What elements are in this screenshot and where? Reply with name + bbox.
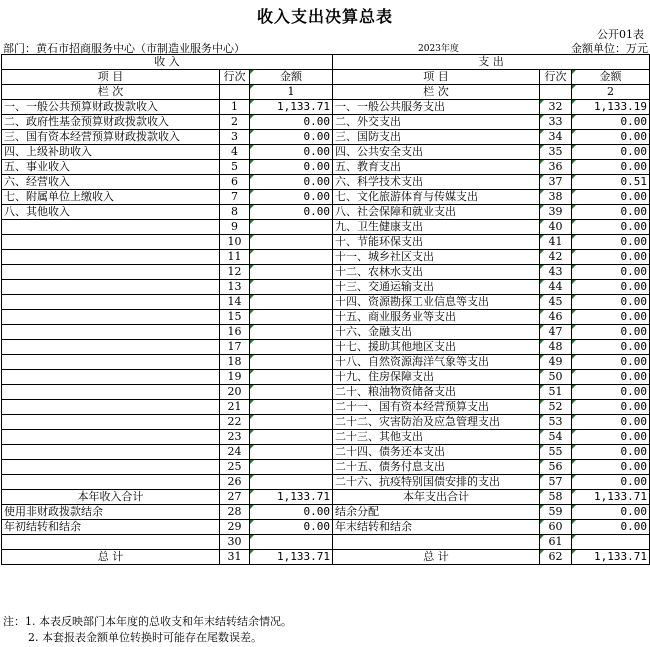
table-row xyxy=(2,535,650,550)
expense-item-cell: 四、公共安全支出 xyxy=(333,145,540,160)
income-row-number: 1 xyxy=(220,100,250,115)
expense-item-cell: 十、节能环保支出 xyxy=(333,235,540,250)
income-amount-cell: 1,133.71 xyxy=(250,550,333,565)
income-item-cell xyxy=(2,235,220,250)
income-amount-cell xyxy=(250,460,333,475)
income-amount-cell xyxy=(250,325,333,340)
expense-amount-cell: 0.00 xyxy=(572,115,650,130)
expense-row-number: 44 xyxy=(540,280,572,295)
expense-row-number: 57 xyxy=(540,475,572,490)
table-row xyxy=(2,445,650,460)
expense-item-cell: 本年支出合计 xyxy=(333,490,540,505)
expense-amount-cell: 0.51 xyxy=(572,175,650,190)
income-row-number: 16 xyxy=(220,325,250,340)
expense-item-cell: 十三、交通运输支出 xyxy=(333,280,540,295)
year-total-row xyxy=(2,490,650,505)
expense-amount-header: 金额 xyxy=(572,70,650,85)
expense-amount-cell: 0.00 xyxy=(572,355,650,370)
income-row-number: 8 xyxy=(220,205,250,220)
income-item-cell: 六、经营收入 xyxy=(2,175,220,190)
income-row-number: 10 xyxy=(220,235,250,250)
expense-row-number: 41 xyxy=(540,235,572,250)
table-row xyxy=(2,235,650,250)
income-item-header: 项 目 xyxy=(2,70,220,85)
expense-amount-cell: 0.00 xyxy=(572,325,650,340)
expense-row-number: 39 xyxy=(540,205,572,220)
income-row-number: 19 xyxy=(220,370,250,385)
expense-item-cell: 二十四、债务还本支出 xyxy=(333,445,540,460)
table-row xyxy=(2,280,650,295)
expense-amount-cell: 0.00 xyxy=(572,400,650,415)
table-row xyxy=(2,160,650,175)
income-amount-cell xyxy=(250,295,333,310)
expense-amount-cell: 0.00 xyxy=(572,370,650,385)
report-title: 收入支出决算总表 xyxy=(256,7,393,26)
table-row xyxy=(2,370,650,385)
table-row xyxy=(2,220,650,235)
income-row-number: 15 xyxy=(220,310,250,325)
income-item-cell: 五、事业收入 xyxy=(2,160,220,175)
expense-row-number: 49 xyxy=(540,355,572,370)
expense-row-number: 35 xyxy=(540,145,572,160)
footnotes xyxy=(3,614,292,646)
income-amount-cell xyxy=(250,250,333,265)
expense-item-cell: 二十、粮油物资储备支出 xyxy=(333,385,540,400)
expense-row-number: 43 xyxy=(540,265,572,280)
expense-row-number: 46 xyxy=(540,310,572,325)
income-amount-cell: 0.00 xyxy=(250,205,333,220)
income-amount-cell: 1,133.71 xyxy=(250,490,333,505)
expense-section-header: 支 出 xyxy=(333,55,650,70)
expense-amount-cell: 0.00 xyxy=(572,295,650,310)
income-item-cell xyxy=(2,250,220,265)
table-row xyxy=(2,130,650,145)
expense-row-number: 33 xyxy=(540,115,572,130)
year-label: 2023年度 xyxy=(418,44,459,54)
income-item-cell xyxy=(2,280,220,295)
income-item-cell xyxy=(2,325,220,340)
income-rowno-blank xyxy=(220,85,250,100)
table-row xyxy=(2,415,650,430)
income-amount-cell: 0.00 xyxy=(250,520,333,535)
expense-item-cell: 二十六、抗疫特别国债安排的支出 xyxy=(333,475,540,490)
expense-amount-cell: 0.00 xyxy=(572,145,650,160)
expense-row-number: 42 xyxy=(540,250,572,265)
income-row-number: 4 xyxy=(220,145,250,160)
table-row xyxy=(2,430,650,445)
report-meta xyxy=(3,40,648,53)
expense-item-cell: 十七、援助其他地区支出 xyxy=(333,340,540,355)
income-item-cell xyxy=(2,370,220,385)
expense-item-cell: 八、社会保障和就业支出 xyxy=(333,205,540,220)
expense-item-cell: 结余分配 xyxy=(333,505,540,520)
expense-item-cell: 十四、资源勘探工业信息等支出 xyxy=(333,295,540,310)
expense-amount-cell: 0.00 xyxy=(572,520,650,535)
income-column-index-label: 栏 次 xyxy=(2,85,220,100)
income-section-header: 收 入 xyxy=(2,55,333,70)
expense-amount-cell: 0.00 xyxy=(572,130,650,145)
expense-row-number: 48 xyxy=(540,340,572,355)
table-row xyxy=(2,310,650,325)
income-row-number: 26 xyxy=(220,475,250,490)
income-item-cell xyxy=(2,220,220,235)
income-item-cell xyxy=(2,310,220,325)
expense-item-cell: 二十一、国有资本经营预算支出 xyxy=(333,400,540,415)
income-row-number: 2 xyxy=(220,115,250,130)
income-row-number: 6 xyxy=(220,175,250,190)
income-row-number: 17 xyxy=(220,340,250,355)
income-item-cell: 年初结转和结余 xyxy=(2,520,220,535)
table-row xyxy=(2,145,650,160)
expense-item-header: 项 目 xyxy=(333,70,540,85)
table-row xyxy=(2,340,650,355)
expense-item-cell: 三、国防支出 xyxy=(333,130,540,145)
expense-row-number: 36 xyxy=(540,160,572,175)
table-row xyxy=(2,250,650,265)
income-item-cell xyxy=(2,400,220,415)
table-row xyxy=(2,385,650,400)
table-row xyxy=(2,505,650,520)
expense-amount-cell: 0.00 xyxy=(572,265,650,280)
income-amount-cell xyxy=(250,535,333,550)
expense-item-cell: 七、文化旅游体育与传媒支出 xyxy=(333,190,540,205)
table-row xyxy=(2,295,650,310)
income-amount-cell xyxy=(250,265,333,280)
expense-row-number: 45 xyxy=(540,295,572,310)
expense-item-cell: 十八、自然资源海洋气象等支出 xyxy=(333,355,540,370)
expense-amount-cell: 0.00 xyxy=(572,280,650,295)
income-row-number: 21 xyxy=(220,400,250,415)
expense-row-number: 54 xyxy=(540,430,572,445)
income-item-cell xyxy=(2,475,220,490)
expense-column-index-label: 栏 次 xyxy=(333,85,540,100)
income-amount-cell xyxy=(250,475,333,490)
income-row-number: 20 xyxy=(220,385,250,400)
expense-amount-cell: 1,133.71 xyxy=(572,490,650,505)
income-amount-cell: 0.00 xyxy=(250,145,333,160)
table-row xyxy=(2,205,650,220)
income-amount-cell xyxy=(250,355,333,370)
expense-row-number: 40 xyxy=(540,220,572,235)
table-row xyxy=(2,400,650,415)
expense-item-cell: 五、教育支出 xyxy=(333,160,540,175)
expense-item-cell: 十六、金融支出 xyxy=(333,325,540,340)
expense-row-number: 37 xyxy=(540,175,572,190)
expense-row-number: 55 xyxy=(540,445,572,460)
expense-row-number: 50 xyxy=(540,370,572,385)
income-amount-cell xyxy=(250,400,333,415)
expense-item-cell: 二十五、债务付息支出 xyxy=(333,460,540,475)
table-row xyxy=(2,190,650,205)
expense-item-cell: 十一、城乡社区支出 xyxy=(333,250,540,265)
expense-col-number: 2 xyxy=(572,85,650,100)
income-amount-cell: 0.00 xyxy=(250,130,333,145)
income-row-number: 28 xyxy=(220,505,250,520)
income-amount-header: 金额 xyxy=(250,70,333,85)
expense-row-number: 47 xyxy=(540,325,572,340)
header-row-index xyxy=(2,85,650,100)
income-row-number: 24 xyxy=(220,445,250,460)
income-item-cell xyxy=(2,430,220,445)
income-amount-cell xyxy=(250,310,333,325)
income-amount-cell xyxy=(250,220,333,235)
income-row-number: 30 xyxy=(220,535,250,550)
expense-rowno-header: 行次 xyxy=(540,70,572,85)
expense-item-cell: 九、卫生健康支出 xyxy=(333,220,540,235)
income-item-cell: 本年收入合计 xyxy=(2,490,220,505)
table-row xyxy=(2,265,650,280)
expense-row-number: 56 xyxy=(540,460,572,475)
expense-amount-cell: 1,133.71 xyxy=(572,550,650,565)
expense-amount-cell: 0.00 xyxy=(572,160,650,175)
expense-amount-cell: 0.00 xyxy=(572,340,650,355)
income-amount-cell: 0.00 xyxy=(250,190,333,205)
income-amount-cell: 0.00 xyxy=(250,115,333,130)
income-amount-cell xyxy=(250,445,333,460)
income-row-number: 11 xyxy=(220,250,250,265)
expense-item-cell: 二十三、其他支出 xyxy=(333,430,540,445)
expense-row-number: 38 xyxy=(540,190,572,205)
expense-amount-cell: 0.00 xyxy=(572,445,650,460)
income-rowno-header: 行次 xyxy=(220,70,250,85)
expense-row-number: 34 xyxy=(540,130,572,145)
expense-amount-cell: 0.00 xyxy=(572,505,650,520)
income-amount-cell xyxy=(250,430,333,445)
department-label: 部门：黄石市招商服务中心（市制造业服务中心） xyxy=(3,42,245,55)
expense-item-cell: 总 计 xyxy=(333,550,540,565)
expense-row-number: 60 xyxy=(540,520,572,535)
income-item-cell: 总 计 xyxy=(2,550,220,565)
income-amount-cell: 0.00 xyxy=(250,175,333,190)
expense-row-number: 51 xyxy=(540,385,572,400)
form-code: 公开01表 xyxy=(597,28,644,41)
income-item-cell xyxy=(2,265,220,280)
note-2: 2. 本套报表金额单位转换时可能存在尾数误差。 xyxy=(28,631,262,644)
income-amount-cell: 0.00 xyxy=(250,505,333,520)
expense-amount-cell: 0.00 xyxy=(572,385,650,400)
income-amount-cell: 0.00 xyxy=(250,160,333,175)
income-row-number: 14 xyxy=(220,295,250,310)
income-item-cell xyxy=(2,385,220,400)
expense-item-cell xyxy=(333,535,540,550)
expense-amount-cell: 0.00 xyxy=(572,250,650,265)
income-item-cell xyxy=(2,295,220,310)
income-row-number: 29 xyxy=(220,520,250,535)
expense-item-cell: 六、科学技术支出 xyxy=(333,175,540,190)
expense-item-cell: 二十二、灾害防治及应急管理支出 xyxy=(333,415,540,430)
income-item-cell: 三、国有资本经营预算财政拨款收入 xyxy=(2,130,220,145)
expense-amount-cell: 0.00 xyxy=(572,475,650,490)
income-row-number: 25 xyxy=(220,460,250,475)
expense-amount-cell: 0.00 xyxy=(572,430,650,445)
header-row-columns xyxy=(2,70,650,85)
table-row xyxy=(2,325,650,340)
income-row-number: 7 xyxy=(220,190,250,205)
expense-item-cell: 年末结转和结余 xyxy=(333,520,540,535)
income-row-number: 18 xyxy=(220,355,250,370)
income-row-number: 27 xyxy=(220,490,250,505)
income-row-number: 23 xyxy=(220,430,250,445)
income-row-number: 3 xyxy=(220,130,250,145)
income-item-cell: 四、上级补助收入 xyxy=(2,145,220,160)
expense-row-number: 61 xyxy=(540,535,572,550)
income-amount-cell xyxy=(250,280,333,295)
expense-row-number: 52 xyxy=(540,400,572,415)
income-amount-cell xyxy=(250,370,333,385)
income-col-number: 1 xyxy=(250,85,333,100)
income-item-cell: 七、附属单位上缴收入 xyxy=(2,190,220,205)
income-item-cell: 使用非财政拨款结余 xyxy=(2,505,220,520)
expense-row-number: 58 xyxy=(540,490,572,505)
expense-amount-cell: 0.00 xyxy=(572,220,650,235)
income-expense-table xyxy=(1,54,650,565)
income-item-cell: 一、一般公共预算财政拨款收入 xyxy=(2,100,220,115)
table-row xyxy=(2,520,650,535)
expense-amount-cell: 0.00 xyxy=(572,190,650,205)
expense-amount-cell: 1,133.19 xyxy=(572,100,650,115)
expense-item-cell: 二、外交支出 xyxy=(333,115,540,130)
header-row-sections xyxy=(2,55,650,70)
expense-row-number: 32 xyxy=(540,100,572,115)
expense-item-cell: 十五、商业服务业等支出 xyxy=(333,310,540,325)
expense-row-number: 62 xyxy=(540,550,572,565)
income-item-cell: 八、其他收入 xyxy=(2,205,220,220)
table-row xyxy=(2,460,650,475)
expense-rowno-blank xyxy=(540,85,572,100)
expense-row-number: 59 xyxy=(540,505,572,520)
income-amount-cell xyxy=(250,235,333,250)
income-item-cell xyxy=(2,355,220,370)
table-row xyxy=(2,175,650,190)
income-item-cell xyxy=(2,340,220,355)
expense-item-cell: 一、一般公共服务支出 xyxy=(333,100,540,115)
income-amount-cell xyxy=(250,385,333,400)
income-row-number: 31 xyxy=(220,550,250,565)
income-row-number: 5 xyxy=(220,160,250,175)
income-item-cell xyxy=(2,445,220,460)
income-item-cell xyxy=(2,460,220,475)
table-row xyxy=(2,115,650,130)
income-amount-cell: 1,133.71 xyxy=(250,100,333,115)
expense-item-cell: 十二、农林水支出 xyxy=(333,265,540,280)
income-amount-cell xyxy=(250,415,333,430)
grand-total-row xyxy=(2,550,650,565)
income-row-number: 22 xyxy=(220,415,250,430)
income-row-number: 13 xyxy=(220,280,250,295)
unit-label: 金额单位：万元 xyxy=(571,42,648,55)
expense-amount-cell: 0.00 xyxy=(572,415,650,430)
expense-row-number: 53 xyxy=(540,415,572,430)
expense-amount-cell: 0.00 xyxy=(572,460,650,475)
income-item-cell xyxy=(2,535,220,550)
table-row xyxy=(2,355,650,370)
expense-amount-cell: 0.00 xyxy=(572,235,650,250)
income-item-cell: 二、政府性基金预算财政拨款收入 xyxy=(2,115,220,130)
income-row-number: 12 xyxy=(220,265,250,280)
note-1: 注：1. 本表反映部门本年度的总收支和年末结转结余情况。 xyxy=(3,615,292,628)
expense-amount-cell: 0.00 xyxy=(572,310,650,325)
table-row xyxy=(2,100,650,115)
expense-item-cell: 十九、住房保障支出 xyxy=(333,370,540,385)
income-item-cell xyxy=(2,415,220,430)
income-row-number: 9 xyxy=(220,220,250,235)
table-row xyxy=(2,475,650,490)
expense-amount-cell xyxy=(572,535,650,550)
income-amount-cell xyxy=(250,340,333,355)
expense-amount-cell: 0.00 xyxy=(572,205,650,220)
